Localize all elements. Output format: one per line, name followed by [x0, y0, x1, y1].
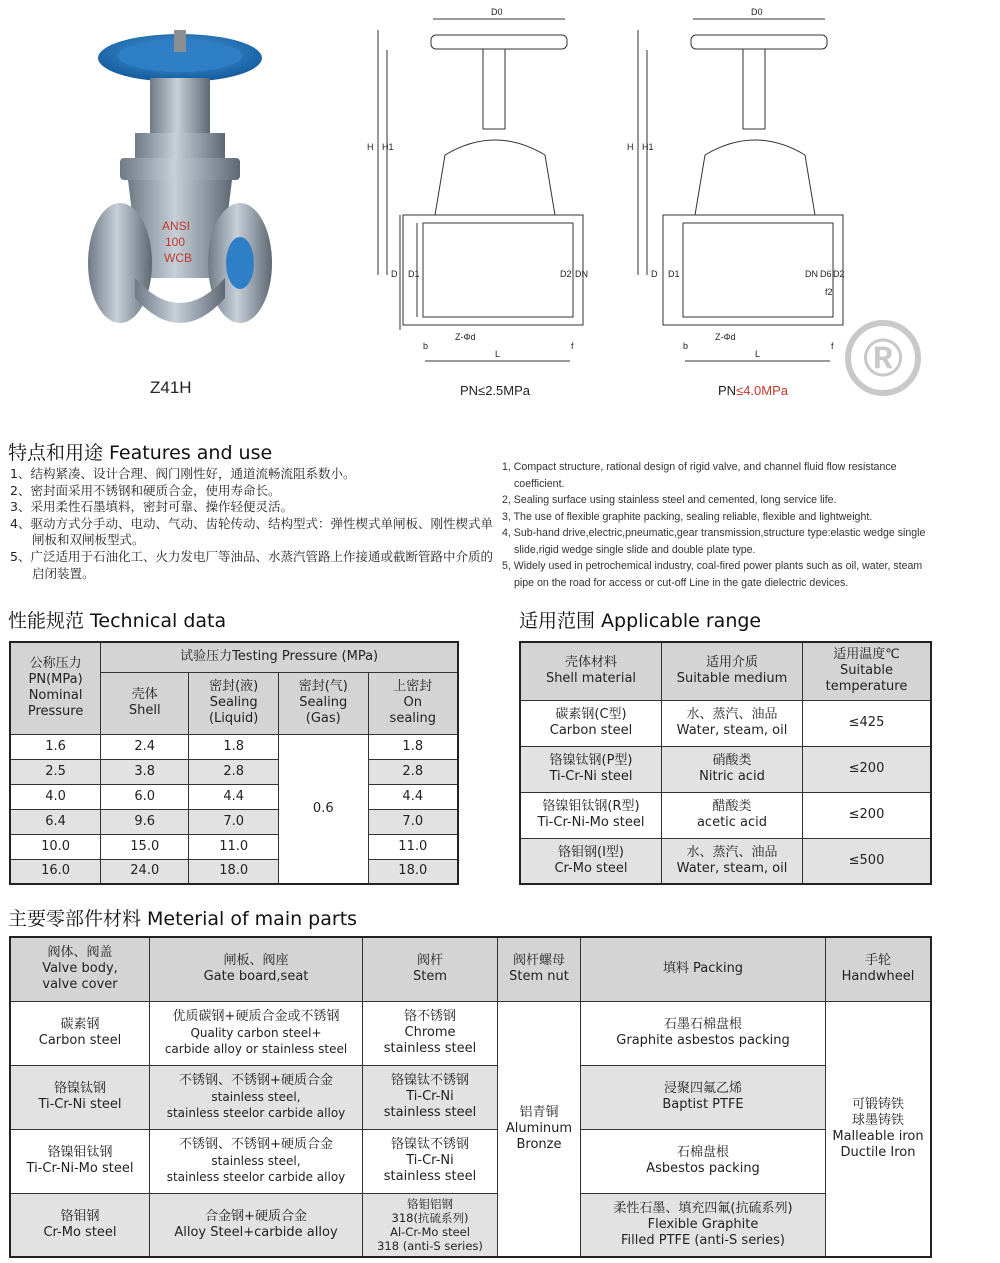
table-cell: 15.0: [101, 834, 189, 859]
cell-line: 醋酸类: [712, 799, 752, 814]
table-cell: 6.4: [10, 809, 101, 834]
col-line: temperature: [825, 679, 908, 695]
cell-line: stainless steel: [383, 1169, 477, 1184]
table-cell: 4.0: [10, 784, 101, 809]
table-cell: [10, 1129, 150, 1193]
cell-line: Nitric acid: [699, 769, 765, 784]
table-cell: [662, 746, 803, 792]
handwheel-cell: [826, 1001, 932, 1257]
feature-en-item: 3, The use of flexible graphite packing, sealing reliable, flexible and lightweight.: [502, 510, 873, 523]
col-line: Gate board,seat: [203, 969, 309, 985]
cell-line: 铬钼铝钢: [407, 1196, 453, 1211]
table-cell: [150, 1001, 363, 1065]
table-cell: 4.4: [189, 784, 279, 809]
table-cell: [150, 1065, 363, 1129]
col-gate-seat: [150, 937, 363, 1001]
col-upper: [368, 672, 458, 734]
col-line: On: [403, 695, 423, 710]
cell-line: 铬镍钛不锈钢: [390, 1073, 469, 1088]
cell-line: stainless steel,: [211, 1090, 301, 1104]
dim-l-right: L: [755, 349, 761, 359]
cell-line: 铬镍钛钢: [53, 1081, 106, 1096]
cell-line: acetic acid: [696, 815, 768, 830]
dim-dn: DN: [575, 269, 588, 279]
caption-pressure: ≤4.0MPa: [736, 383, 788, 398]
table-cell: [363, 1193, 498, 1257]
table-cell: 11.0: [189, 834, 279, 859]
table-cell: 1.6: [10, 734, 101, 759]
cell-line: 318 (anti-S series): [377, 1238, 483, 1253]
feature-en-item: 5, Widely used in petrochemical industry, coal-fired power plants such as oil, water, steam pipe on the road for access or cut-off Line in the gate dielectric devices.: [502, 560, 923, 589]
dim-b: b: [423, 341, 429, 351]
table-cell: ≤425: [803, 700, 932, 746]
caption-prefix: PN: [718, 383, 737, 398]
cell-line: 铬镍钛不锈钢: [390, 1137, 469, 1152]
dim-d0: D0: [491, 7, 503, 17]
table-cell: ≤500: [803, 838, 932, 884]
cell-line: 硝酸类: [712, 753, 752, 768]
col-line: sealing: [389, 711, 436, 726]
cell-line: stainless steelor carbide alloy: [166, 1106, 346, 1120]
cell-line: 石墨石棉盘根: [663, 1017, 742, 1032]
cell-line: Carbon steel: [549, 723, 633, 738]
table-cell: 24.0: [101, 859, 189, 884]
table-cell: 2.8: [368, 759, 458, 784]
feature-cn-item: 5、广泛适用于石油化工、火力发电厂等油品、水蒸汽管路上作接通或截断管路中介质的启闭装置。: [10, 548, 493, 581]
cell-line: stainless steel: [383, 1041, 477, 1056]
cell-line: 水、蒸汽、油品: [686, 844, 778, 860]
table-cell: ≤200: [803, 792, 932, 838]
cell-line: Ti-Cr-Ni-Mo steel: [537, 815, 645, 830]
dim-d0-right: D0: [751, 7, 763, 17]
table-cell: [363, 1129, 498, 1193]
col-line: 阀体、阀盖: [47, 945, 113, 961]
table-cell: [10, 1193, 150, 1257]
col-testing-pressure: 试验压力Testing Pressure (MPa): [101, 642, 458, 672]
col-line: 壳体材料: [564, 655, 617, 671]
dim-d6-right: D6: [820, 269, 832, 279]
cell-line: Cr-Mo steel: [43, 1224, 117, 1240]
table-cell: [150, 1129, 363, 1193]
col-line: Shell: [128, 703, 161, 718]
table-cell: [581, 1129, 826, 1193]
table-cell: [10, 1001, 150, 1065]
col-line: 适用介质: [705, 655, 758, 671]
feature-cn-item: 2、密封面采用不锈钢和硬质合金，使用寿命长。: [10, 482, 281, 498]
applicable-title: 适用范围 Applicable range: [519, 610, 762, 632]
col-line: 手轮: [864, 953, 891, 969]
table-cell: [520, 746, 662, 792]
cell-line: stainless steelor carbide alloy: [166, 1170, 346, 1184]
cell-line: Ti-Cr-Ni: [406, 1153, 454, 1168]
feature-cn-item: 1、结构紧凑、设计合理、阀门刚性好，通道流畅流阻系数小。: [10, 466, 356, 481]
col-valve-body: [10, 937, 150, 1001]
dim-f-right: f: [831, 341, 834, 351]
cell-line: Cr-Mo steel: [554, 860, 628, 876]
table-cell: [363, 1001, 498, 1065]
cell-line: stainless steel,: [211, 1154, 301, 1168]
materials-table: [9, 936, 932, 1258]
cell-line: Al-Cr-Mo steel: [390, 1224, 470, 1239]
dim-z: Z-Φd: [455, 332, 476, 342]
cell-line: Chrome: [404, 1025, 456, 1040]
table-cell: 2.4: [101, 734, 189, 759]
dim-z-right: Z-Φd: [715, 332, 736, 342]
table-cell: 3.8: [101, 759, 189, 784]
cell-line: 不锈钢、不锈钢+硬质合金: [179, 1137, 333, 1152]
cell-line: 铝青铜: [519, 1104, 559, 1120]
feature-en-item: 2, Sealing surface using stainless steel and cemented, long service life.: [502, 494, 837, 506]
feature-en-item: 1, Compact structure, rational design of rigid valve, and channel fluid flow resistance coefficient.: [502, 461, 897, 490]
features-cn-list: [10, 466, 500, 582]
table-cell: [581, 1193, 826, 1257]
col-pn-line: 公称压力: [29, 656, 82, 672]
col-shell-material: [520, 642, 662, 700]
cell-line: Asbestos packing: [646, 1161, 760, 1176]
col-line: Valve body,: [42, 961, 118, 977]
col-handwheel: [826, 937, 932, 1001]
col-line: Shell material: [545, 671, 637, 687]
cell-line: 不锈钢、不锈钢+硬质合金: [179, 1073, 333, 1088]
marking-wcb: WCB: [164, 251, 192, 265]
col-gas: [279, 672, 369, 734]
col-line: 密封(气): [298, 679, 348, 694]
valve-photo: [80, 28, 280, 358]
product-model: Z41H: [150, 378, 192, 397]
dim-d: D: [391, 269, 398, 279]
col-line: Stem nut: [509, 969, 569, 985]
table-cell: 1.8: [368, 734, 458, 759]
cell-line: 可锻铸铁: [851, 1096, 904, 1112]
table-cell: [150, 1193, 363, 1257]
col-line: Sealing: [299, 695, 348, 710]
technical-table: [9, 641, 459, 885]
drawing-left-caption: PN≤2.5MPa: [460, 383, 530, 398]
cell-line: 铬钼钢: [60, 1208, 100, 1224]
col-line: Sealing: [209, 695, 258, 710]
cell-line: Quality carbon steel+: [190, 1026, 322, 1040]
features-en-list: [502, 459, 932, 591]
dim-h: H: [367, 142, 374, 152]
col-stem: [363, 937, 498, 1001]
col-line: valve cover: [42, 977, 118, 993]
drawing-right-caption: [718, 383, 788, 398]
table-cell: 7.0: [189, 809, 279, 834]
drawing-pn40: [625, 5, 845, 370]
col-line: Suitable medium: [676, 671, 788, 687]
cell-line: Ti-Cr-Ni steel: [549, 769, 633, 784]
materials-title: 主要零部件材料 Meterial of main parts: [8, 908, 358, 930]
feature-cn-item: 4、驱动方式分手动、电动、气动、齿轮传动、结构型式：弹性楔式单闸板、刚性楔式单闸板和双闸板型式。: [10, 515, 493, 548]
dim-d2: D2: [560, 269, 572, 279]
table-cell: [662, 792, 803, 838]
table-cell: 11.0: [368, 834, 458, 859]
table-cell: 9.6: [101, 809, 189, 834]
cell-line: 优质碳钢+硬质合金或不锈钢: [172, 1009, 340, 1024]
table-cell: 4.4: [368, 784, 458, 809]
col-line: 密封(液): [209, 679, 259, 694]
dim-h-right: H: [627, 142, 634, 152]
cell-line: Ductile Iron: [840, 1144, 916, 1160]
table-cell: [520, 838, 662, 884]
table-cell: 18.0: [368, 859, 458, 884]
technical-title: 性能规范 Technical data: [8, 610, 227, 632]
col-line: 壳体: [131, 687, 158, 702]
col-stem-nut: [498, 937, 581, 1001]
cell-line: 水、蒸汽、油品: [686, 707, 778, 722]
cell-line: 铬镍钼钛钢: [47, 1145, 113, 1160]
table-cell: [581, 1065, 826, 1129]
dim-h1-right: H1: [642, 142, 654, 152]
table-cell: 7.0: [368, 809, 458, 834]
col-liquid: [189, 672, 279, 734]
cell-line: 318(抗硫系列): [391, 1210, 469, 1225]
cell-line: Baptist PTFE: [662, 1097, 744, 1112]
dim-d-right: D: [651, 269, 658, 279]
col-line: 阀杆螺母: [512, 953, 565, 969]
cell-line: 碳素钢(C型): [555, 707, 627, 722]
marking-ansi: ANSI: [162, 219, 191, 233]
cell-line: 碳素钢: [60, 1017, 100, 1032]
cell-line: Flexible Graphite: [647, 1216, 759, 1232]
table-cell: 1.8: [189, 734, 279, 759]
cell-line: 铬不锈钢: [403, 1009, 456, 1024]
feature-cn-item: 3、采用柔性石墨填料，密封可靠、操作轻便灵活。: [10, 499, 293, 515]
col-shell: [101, 672, 189, 734]
applicable-table: [519, 641, 932, 885]
cell-line: Filled PTFE (anti-S series): [621, 1232, 785, 1248]
cell-line: 铬镍钼钛钢(R型): [542, 799, 640, 814]
col-line: 闸板、阀座: [223, 953, 289, 969]
table-cell: [520, 700, 662, 746]
cell-line: Ti-Cr-Ni-Mo steel: [26, 1161, 134, 1176]
table-cell: 16.0: [10, 859, 101, 884]
cell-line: Aluminum: [505, 1120, 573, 1136]
table-cell: [662, 838, 803, 884]
table-cell: 10.0: [10, 834, 101, 859]
col-line: 上密封: [393, 679, 433, 694]
col-suitable-temperature: [803, 642, 932, 700]
col-packing: 填料 Packing: [581, 937, 826, 1001]
table-cell: ≤200: [803, 746, 932, 792]
col-line: (Gas): [305, 711, 341, 726]
dim-f2-right: f2: [825, 287, 833, 297]
cell-line: 浸聚四氟乙烯: [663, 1081, 742, 1096]
dim-d2-right: D2: [833, 269, 845, 279]
dim-d1-right: D1: [668, 269, 680, 279]
col-suitable-medium: [662, 642, 803, 700]
table-cell: [363, 1065, 498, 1129]
dim-d1: D1: [408, 269, 420, 279]
table-cell: 18.0: [189, 859, 279, 884]
table-cell: [520, 792, 662, 838]
cell-line: Graphite asbestos packing: [616, 1033, 790, 1048]
table-cell: [581, 1001, 826, 1065]
dim-b-right: b: [683, 341, 689, 351]
cell-line: 合金钢+硬质合金: [205, 1208, 307, 1224]
cell-line: stainless steel: [383, 1105, 477, 1120]
stem-nut-cell: [498, 1001, 581, 1257]
cell-line: Alloy Steel+carbide alloy: [174, 1224, 338, 1240]
cell-line: Water, steam, oil: [676, 723, 788, 738]
features-title: 特点和用途 Features and use: [8, 442, 273, 464]
cell-line: Ti-Cr-Ni steel: [38, 1097, 122, 1112]
cell-line: Ti-Cr-Ni: [406, 1089, 454, 1104]
registered-trademark-icon: ®: [845, 320, 921, 396]
table-cell: [662, 700, 803, 746]
table-cell: 2.8: [189, 759, 279, 784]
col-pn-line: Nominal: [28, 688, 83, 704]
cell-line: carbide alloy or stainless steel: [164, 1042, 348, 1056]
cell-line: 铬钼钢(I型): [558, 844, 624, 860]
cell-line: Carbon steel: [38, 1033, 122, 1048]
cell-line: 球墨铸铁: [851, 1112, 904, 1128]
dim-h1: H1: [382, 142, 394, 152]
dim-l: L: [495, 349, 501, 359]
col-line: Handwheel: [841, 969, 915, 985]
gas-value-cell: 0.6: [279, 734, 369, 884]
col-line: 阀杆: [416, 953, 443, 969]
col-line: Stem: [412, 969, 447, 985]
cell-line: Malleable iron: [832, 1128, 924, 1144]
cell-line: 石棉盘根: [676, 1145, 729, 1160]
col-nominal-pressure: [10, 642, 101, 734]
col-pn-line: PN(MPa): [28, 672, 83, 688]
cell-line: Water, steam, oil: [676, 860, 788, 876]
table-cell: [10, 1065, 150, 1129]
table-cell: 6.0: [101, 784, 189, 809]
cell-line: Bronze: [516, 1136, 562, 1152]
drawing-pn25: [365, 5, 588, 370]
col-line: 适用温度℃: [833, 647, 900, 663]
dim-f: f: [571, 341, 574, 351]
feature-en-item: 4, Sub-hand drive,electric,pneumatic,gear transmission,structure type:elastic wedge single slide,rigid wedge single slide and double plate type.: [502, 527, 926, 556]
marking-100: 100: [165, 235, 186, 249]
cell-line: 柔性石墨、填充四氟(抗硫系列): [613, 1200, 793, 1216]
col-line: Suitable: [839, 663, 894, 679]
dim-dn-right: DN: [805, 269, 818, 279]
col-line: (Liquid): [208, 711, 259, 726]
col-pn-line: Pressure: [27, 704, 84, 720]
table-cell: 2.5: [10, 759, 101, 784]
cell-line: 铬镍钛钢(P型): [549, 753, 633, 768]
